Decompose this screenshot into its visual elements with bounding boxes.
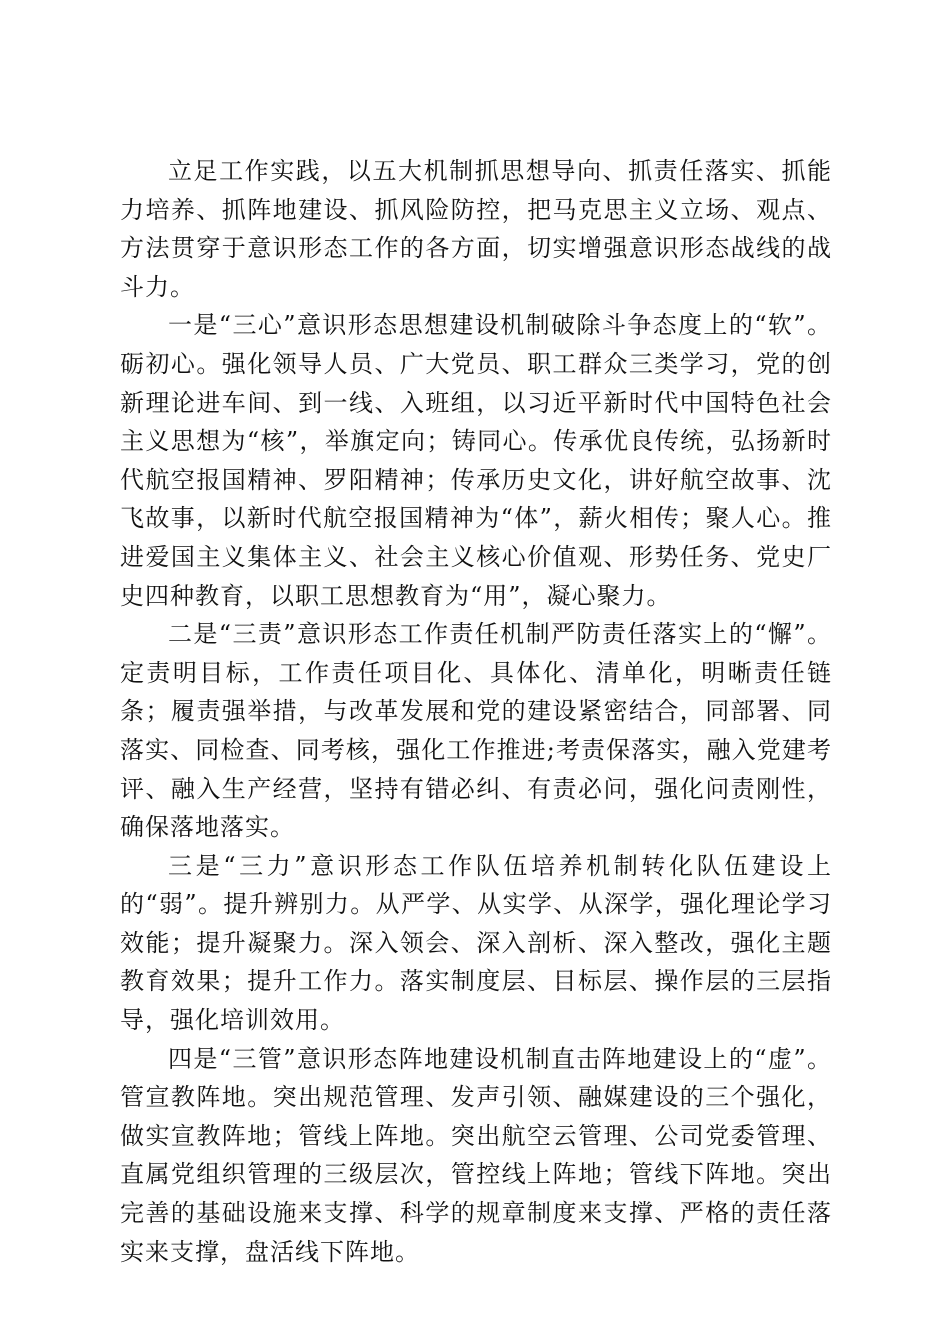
paragraph-san-xin: 一是“三心”意识形态思想建设机制破除斗争态度上的“软”。砺初心。强化领导人员、广大党员、职工群众三类学习，党的创新理论进车间、到一线、入班组，以习近平新时代中国特色社会主义思想为“核”，举旗定向；铸同心。传承优良传统，弘扬新时代航空报国精神、罗阳精神；传承历史文化，讲好航空故事、沈飞故事，以新时代航空报国精神为“体”，薪火相传；聚人心。推进爱国主义集体主义、社会主义核心价值观、形势任务、党史厂史四种教育，以职工思想教育为“用”，凝心聚力。 bbox=[120, 311, 832, 610]
paragraph-san-ze: 二是“三责”意识形态工作责任机制严防责任落实上的“懈”。定责明目标，工作责任项目化、具体化、清单化，明晰责任链条；履责强举措，与改革发展和党的建设紧密结合，同部署、同落实、同检查、同考核，强化工作推进;考责保落实，融入党建考评、融入生产经营，坚持有错必纠、有责必问，强化问责刚性，确保落地落实。 bbox=[120, 620, 832, 842]
intro-paragraph: 立足工作实践，以五大机制抓思想导向、抓责任落实、抓能力培养、抓阵地建设、抓风险防控，把马克思主义立场、观点、方法贯穿于意识形态工作的各方面，切实增强意识形态战线的战斗力。 bbox=[120, 157, 832, 301]
document-body bbox=[120, 152, 832, 1271]
paragraph-san-guan: 四是“三管”意识形态阵地建设机制直击阵地建设上的“虚”。管宣教阵地。突出规范管理、发声引领、融媒建设的三个强化，做实宣教阵地；管线上阵地。突出航空云管理、公司党委管理、直属党组织管理的三级层次，管控线上阵地；管线下阵地。突出完善的基础设施来支撑、科学的规章制度来支撑、严格的责任落实来支撑，盘活线下阵地。 bbox=[120, 1044, 832, 1266]
paragraph-san-li: 三是“三力”意识形态工作队伍培养机制转化队伍建设上的“弱”。提升辨别力。从严学、从实学、从深学，强化理论学习效能；提升凝聚力。深入领会、深入剖析、深入整改，强化主题教育效果；提升工作力。落实制度层、目标层、操作层的三层指导，强化培训效用。 bbox=[120, 851, 832, 1035]
